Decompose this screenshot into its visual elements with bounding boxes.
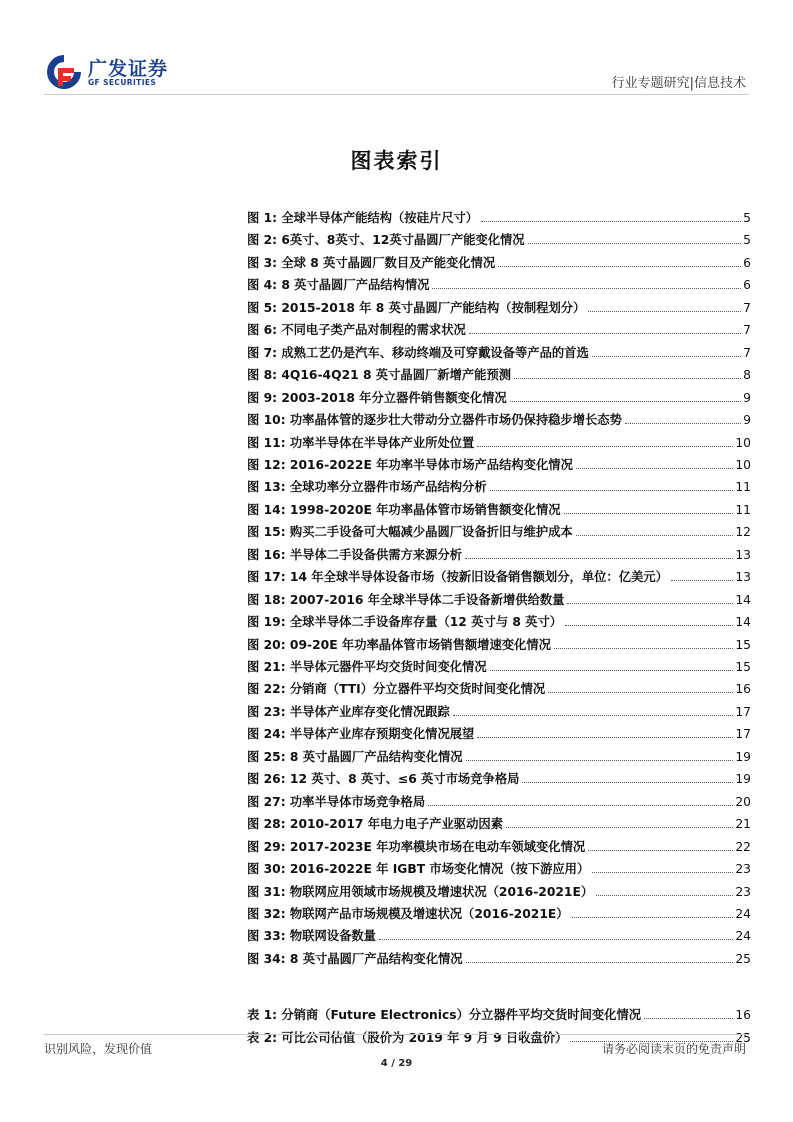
dot-leader bbox=[596, 895, 733, 896]
page-ref: 24 bbox=[735, 906, 751, 921]
footer-divider bbox=[44, 1034, 749, 1035]
figure-index-entry[interactable] bbox=[247, 522, 751, 540]
figure-index-entry[interactable] bbox=[247, 545, 751, 563]
dot-leader bbox=[481, 221, 741, 222]
dot-leader bbox=[510, 401, 741, 402]
figure-caption: 图 27: 功率半导体市场竞争格局 bbox=[247, 794, 426, 809]
gf-logo-icon bbox=[44, 52, 84, 92]
figure-index-entry[interactable] bbox=[247, 635, 751, 653]
figure-index-entry[interactable] bbox=[247, 275, 751, 293]
figure-index-entry[interactable] bbox=[247, 904, 751, 922]
figure-index-entry[interactable] bbox=[247, 792, 751, 810]
page-ref: 9 bbox=[743, 390, 751, 405]
figure-caption: 图 1: 全球半导体产能结构（按硅片尺寸） bbox=[247, 211, 479, 225]
page-ref: 5 bbox=[743, 233, 751, 248]
figure-index-entry[interactable] bbox=[247, 837, 751, 855]
page-ref: 14 bbox=[735, 592, 751, 607]
figure-caption: 图 6: 不同电子类产品对制程的需求状况 bbox=[247, 323, 466, 338]
dot-leader bbox=[644, 1018, 733, 1019]
figure-caption: 图 17: 14 年全球半导体设备市场（按新旧设备销售额划分，单位：亿美元） bbox=[247, 570, 668, 585]
page-ref: 15 bbox=[735, 660, 751, 674]
table-index-entry[interactable] bbox=[247, 1005, 751, 1023]
dot-leader bbox=[625, 423, 741, 424]
page-ref: 5 bbox=[743, 211, 751, 225]
dot-leader bbox=[490, 490, 734, 491]
figure-index-entry[interactable] bbox=[247, 926, 751, 944]
figure-index-entry[interactable] bbox=[247, 724, 751, 742]
page-ref: 22 bbox=[735, 839, 751, 854]
figure-index-entry[interactable] bbox=[247, 320, 751, 338]
figure-index-entry[interactable] bbox=[247, 208, 751, 226]
figure-index-entry[interactable] bbox=[247, 298, 751, 316]
figure-index-entry[interactable] bbox=[247, 410, 751, 428]
dot-leader bbox=[592, 872, 733, 873]
dot-leader bbox=[576, 468, 733, 469]
table-caption: 表 1: 分销商（Future Electronics）分立器件平均交货时间变化情况 bbox=[247, 1008, 642, 1023]
figure-caption: 图 5: 2015-2018 年 8 英寸晶圆厂产能结构（按制程划分） bbox=[247, 300, 586, 315]
figure-caption: 图 23: 半导体产业库存变化情况跟踪 bbox=[247, 704, 450, 719]
dot-leader bbox=[564, 513, 734, 514]
figure-caption: 图 26: 12 英寸、8 英寸、≤6 英寸市场竞争格局 bbox=[247, 772, 520, 787]
figure-index-entry[interactable] bbox=[247, 657, 751, 675]
figure-index-entry[interactable] bbox=[247, 679, 751, 697]
figure-index-entry[interactable] bbox=[247, 567, 751, 585]
dot-leader bbox=[490, 670, 734, 671]
figure-index-entry[interactable] bbox=[247, 859, 751, 877]
figure-caption: 图 12: 2016-2022E 年功率半导体市场产品结构变化情况 bbox=[247, 457, 573, 472]
dot-leader bbox=[514, 378, 741, 379]
dot-leader bbox=[506, 827, 733, 828]
figure-index-entry[interactable] bbox=[247, 702, 751, 720]
company-logo bbox=[44, 52, 184, 92]
figure-index-entry[interactable] bbox=[247, 590, 751, 608]
dot-leader bbox=[554, 648, 733, 649]
dot-leader bbox=[565, 625, 733, 626]
figure-caption: 图 25: 8 英寸晶圆厂产品结构变化情况 bbox=[247, 749, 463, 764]
figure-index-entry[interactable] bbox=[247, 230, 751, 248]
footer-disclaimer-note: 请务必阅读末页的免责声明 bbox=[601, 1042, 746, 1056]
figure-caption: 图 30: 2016-2022E 年 IGBT 市场变化情况（按下游应用） bbox=[247, 862, 590, 877]
figure-caption: 图 16: 半导体二手设备供需方来源分析 bbox=[247, 547, 463, 562]
figure-caption: 图 21: 半导体元器件平均交货时间变化情况 bbox=[247, 660, 487, 674]
figure-index-entry[interactable] bbox=[247, 343, 751, 361]
dot-leader bbox=[588, 311, 741, 312]
page-ref: 14 bbox=[735, 615, 751, 630]
dot-leader bbox=[465, 558, 733, 559]
page-ref: 10 bbox=[735, 435, 751, 450]
dot-leader bbox=[572, 917, 734, 918]
page-ref: 17 bbox=[735, 727, 751, 742]
figure-caption: 图 7: 成熟工艺仍是汽车、移动终端及可穿戴设备等产品的首选 bbox=[247, 345, 589, 360]
figure-index-entry[interactable] bbox=[247, 388, 751, 406]
figure-caption: 图 13: 全球功率分立器件市场产品结构分析 bbox=[247, 480, 487, 495]
figure-index-entry[interactable] bbox=[247, 433, 751, 451]
dot-leader bbox=[428, 805, 733, 806]
figure-index-entry[interactable] bbox=[247, 253, 751, 271]
page-ref: 25 bbox=[735, 951, 751, 966]
footer-slogan: 识别风险，发现价值 bbox=[44, 1042, 153, 1056]
page-ref: 20 bbox=[735, 794, 751, 809]
figure-index-entry[interactable] bbox=[247, 814, 751, 832]
figure-caption: 图 22: 分销商（TTI）分立器件平均交货时间变化情况 bbox=[247, 682, 546, 697]
figure-caption: 图 24: 半导体产业库存预期变化情况展望 bbox=[247, 727, 475, 742]
figure-caption: 图 18: 2007-2016 年全球半导体二手设备新增供给数量 bbox=[247, 592, 565, 607]
figure-caption: 图 32: 物联网产品市场规模及增速状况（2016-2021E） bbox=[247, 906, 569, 921]
dot-leader bbox=[567, 603, 733, 604]
page-ref: 13 bbox=[735, 570, 751, 585]
page-title: 图表索引 bbox=[350, 149, 443, 173]
page-ref: 12 bbox=[735, 525, 751, 540]
page-ref: 19 bbox=[735, 749, 751, 764]
figure-index-entry[interactable] bbox=[247, 477, 751, 495]
page-ref: 25 bbox=[735, 1030, 751, 1045]
page-number: 4 / 29 bbox=[380, 1058, 413, 1069]
dot-leader bbox=[548, 692, 733, 693]
figure-caption: 图 31: 物联网应用领域市场规模及增速状况（2016-2021E） bbox=[247, 884, 594, 899]
page-ref: 11 bbox=[735, 480, 751, 495]
dot-leader bbox=[477, 446, 733, 447]
dot-leader bbox=[576, 535, 734, 536]
page-ref: 10 bbox=[735, 457, 751, 472]
dot-leader bbox=[477, 737, 733, 738]
page-ref: 9 bbox=[743, 413, 751, 428]
figure-index-entry[interactable] bbox=[247, 365, 751, 383]
figure-caption: 图 19: 全球半导体二手设备库存量（12 英寸与 8 英寸） bbox=[247, 615, 563, 630]
page-ref: 6 bbox=[743, 255, 751, 270]
logo-en-text: GF SECURITIES bbox=[88, 78, 157, 87]
figure-index-entry[interactable] bbox=[247, 949, 751, 967]
dot-leader bbox=[466, 760, 734, 761]
page-ref: 24 bbox=[735, 929, 751, 944]
figure-caption: 图 10: 功率晶体管的逐步壮大带动分立器件市场仍保持稳步增长态势 bbox=[247, 413, 622, 428]
figure-caption: 图 2: 6英寸、8英寸、12英寸晶圆厂产能变化情况 bbox=[247, 233, 525, 248]
figure-index-entry[interactable] bbox=[247, 612, 751, 630]
page-ref: 16 bbox=[735, 682, 751, 697]
dot-leader bbox=[469, 333, 741, 334]
figure-caption: 图 20: 09-20E 年功率晶体管市场销售额增速变化情况 bbox=[247, 637, 551, 652]
page-ref: 19 bbox=[735, 772, 751, 787]
figure-caption: 图 14: 1998-2020E 年功率晶体管市场销售额变化情况 bbox=[247, 502, 561, 517]
report-section-label: 行业专题研究|信息技术 bbox=[611, 76, 746, 91]
figure-caption: 图 11: 功率半导体在半导体产业所处位置 bbox=[247, 435, 475, 450]
page-ref: 7 bbox=[743, 345, 751, 360]
figure-index-entry[interactable] bbox=[247, 769, 751, 787]
page-ref: 23 bbox=[735, 884, 751, 899]
page-ref: 16 bbox=[735, 1008, 751, 1023]
page-ref: 15 bbox=[735, 637, 751, 652]
figure-index-entry[interactable] bbox=[247, 500, 751, 518]
dot-leader bbox=[379, 939, 733, 940]
page-ref: 11 bbox=[735, 502, 751, 517]
figure-caption: 图 33: 物联网设备数量 bbox=[247, 929, 376, 944]
dot-leader bbox=[592, 356, 741, 357]
table-caption: 表 2: 可比公司估值（股价为 2019 年 9 月 9 日收盘价） bbox=[247, 1030, 568, 1045]
figure-index-entry[interactable] bbox=[247, 882, 751, 900]
figure-caption: 图 3: 全球 8 英寸晶圆厂数目及产能变化情况 bbox=[247, 255, 496, 270]
dot-leader bbox=[588, 850, 733, 851]
page-ref: 8 bbox=[743, 368, 751, 383]
dot-leader bbox=[671, 580, 733, 581]
page-ref: 7 bbox=[743, 300, 751, 315]
dot-leader bbox=[528, 243, 742, 244]
dot-leader bbox=[453, 715, 734, 716]
header-divider bbox=[44, 94, 749, 95]
page-ref: 7 bbox=[743, 323, 751, 338]
page-ref: 17 bbox=[735, 704, 751, 719]
figure-caption: 图 9: 2003-2018 年分立器件销售额变化情况 bbox=[247, 390, 507, 405]
figure-index-entry[interactable] bbox=[247, 455, 751, 473]
dot-leader bbox=[522, 782, 733, 783]
dot-leader bbox=[432, 288, 741, 289]
page-ref: 6 bbox=[743, 278, 751, 293]
page-ref: 23 bbox=[735, 862, 751, 877]
figure-caption: 图 28: 2010-2017 年电力电子产业驱动因素 bbox=[247, 817, 503, 832]
page-ref: 21 bbox=[735, 817, 751, 832]
logo-cn-text: 广发证券 bbox=[88, 58, 169, 80]
figure-caption: 图 29: 2017-2023E 年功率模块市场在电动车领域变化情况 bbox=[247, 839, 586, 854]
dot-leader bbox=[498, 266, 741, 267]
figure-caption: 图 34: 8 英寸晶圆厂产品结构变化情况 bbox=[247, 951, 463, 966]
page-ref: 13 bbox=[735, 547, 751, 562]
figure-index-entry[interactable] bbox=[247, 747, 751, 765]
dot-leader bbox=[466, 962, 734, 963]
figure-caption: 图 15: 购买二手设备可大幅减少晶圆厂设备折旧与维护成本 bbox=[247, 525, 573, 540]
figure-caption: 图 8: 4Q16-4Q21 8 英寸晶圆厂新增产能预测 bbox=[247, 368, 512, 383]
figure-caption: 图 4: 8 英寸晶圆厂产品结构情况 bbox=[247, 278, 430, 293]
